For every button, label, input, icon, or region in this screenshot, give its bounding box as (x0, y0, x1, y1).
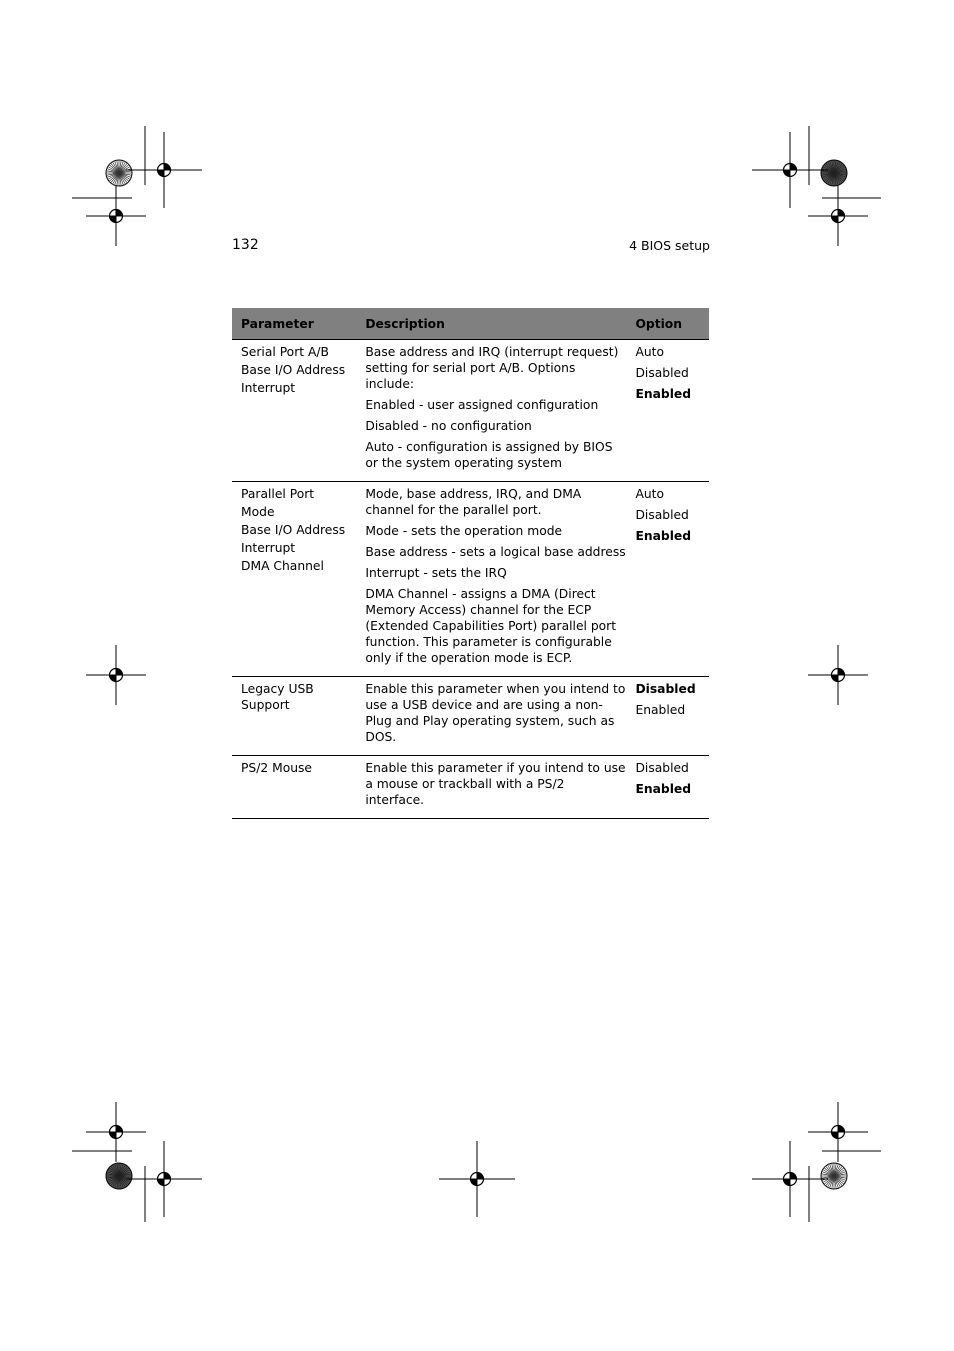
registration-mark-icon (86, 1102, 146, 1162)
color-calibration-icon (821, 160, 847, 186)
description-text: Interrupt - sets the IRQ (365, 566, 507, 580)
registration-mark-icon (86, 645, 146, 705)
color-calibration-icon (106, 160, 132, 186)
column-header-description: Description (356, 308, 626, 340)
parameter-cell (232, 482, 356, 677)
option-value: Disabled (635, 366, 689, 380)
parameter-name: PS/2 Mouse (241, 761, 312, 775)
parameter-name: Base I/O Address (241, 523, 346, 537)
option-cell (626, 677, 709, 756)
table-row (232, 677, 709, 756)
registration-mark-icon (808, 645, 868, 705)
registration-mark-icon (439, 1141, 515, 1217)
default-option: Enabled (635, 529, 692, 543)
parameter-cell (232, 756, 356, 819)
table-header-row (232, 308, 709, 340)
parameter-name: Interrupt (241, 381, 296, 395)
option-cell (626, 756, 709, 819)
description-text: Base address and IRQ (interrupt request) setting for serial port A/B. Options include: (365, 345, 619, 391)
option-value: Enabled (635, 703, 686, 717)
default-option: Enabled (635, 782, 692, 796)
parameter-name: Parallel Port (241, 487, 315, 501)
chapter-title: 4 BIOS setup (629, 238, 710, 253)
registration-mark-icon (126, 132, 202, 208)
description-text: Enable this parameter if you intend to use a mouse or trackball with a PS/2 interface. (365, 761, 626, 807)
option-value: Disabled (635, 508, 689, 522)
registration-mark-icon (126, 1141, 202, 1217)
description-text: Enable this parameter when you intend to use a USB device and are using a non-Plug and Play operating system, such as DOS. (365, 682, 626, 744)
color-calibration-icon (821, 1163, 847, 1189)
table-row (232, 340, 709, 482)
parameter-cell (232, 677, 356, 756)
bios-parameter-table (232, 308, 709, 819)
parameter-name: Mode (241, 505, 275, 519)
parameter-name: Legacy USB Support (241, 682, 314, 712)
option-cell (626, 482, 709, 677)
description-text: Mode - sets the operation mode (365, 524, 563, 538)
column-header-option: Option (626, 308, 709, 340)
description-text: Mode, base address, IRQ, and DMA channel for the parallel port. (365, 487, 582, 517)
option-value: Auto (635, 487, 664, 501)
table-body (232, 340, 709, 819)
description-text: Base address - sets a logical base address (365, 545, 626, 559)
parameter-cell (232, 340, 356, 482)
table-row (232, 756, 709, 819)
parameter-name: Interrupt (241, 541, 296, 555)
parameter-name: DMA Channel (241, 559, 324, 573)
color-calibration-icon (106, 1163, 132, 1189)
description-text: DMA Channel - assigns a DMA (Direct Memory Access) channel for the ECP (Extended Capabilities Port) parallel port function. This parameter is configurable only if the operation mode is ECP. (365, 587, 617, 665)
description-cell (356, 482, 626, 677)
page-number: 132 (232, 237, 259, 253)
description-cell (356, 756, 626, 819)
registration-mark-icon (86, 186, 146, 246)
column-header-parameter: Parameter (232, 308, 356, 340)
table-row (232, 482, 709, 677)
default-option: Disabled (635, 682, 696, 696)
parameter-name: Base I/O Address (241, 363, 346, 377)
registration-mark-icon (808, 186, 868, 246)
parameter-name: Serial Port A/B (241, 345, 329, 359)
description-text: Disabled - no configuration (365, 419, 532, 433)
option-value: Disabled (635, 761, 689, 775)
description-text: Enabled - user assigned configuration (365, 398, 599, 412)
description-cell (356, 340, 626, 482)
registration-mark-icon (808, 1102, 868, 1162)
option-cell (626, 340, 709, 482)
description-cell (356, 677, 626, 756)
registration-mark-icon (752, 1141, 828, 1217)
registration-mark-icon (752, 132, 828, 208)
default-option: Enabled (635, 387, 692, 401)
option-value: Auto (635, 345, 664, 359)
description-text: Auto - configuration is assigned by BIOS or the system operating system (365, 440, 613, 470)
